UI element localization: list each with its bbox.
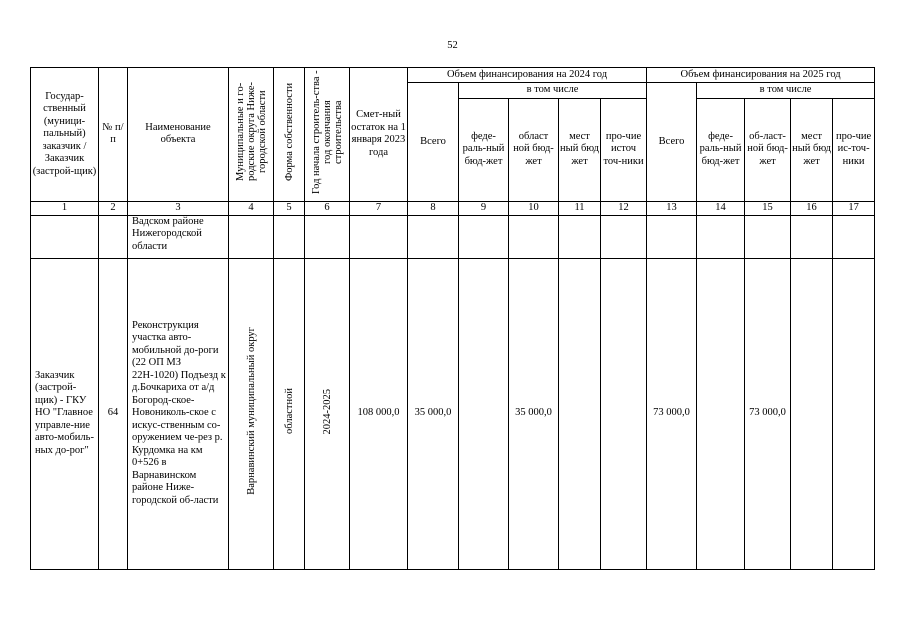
column-number: 2 bbox=[99, 201, 128, 215]
header-other-2025: про-чие ис-точ-ники bbox=[833, 98, 875, 201]
column-number-row bbox=[31, 201, 875, 215]
header-local-2024: мест ный бюд жет bbox=[559, 98, 601, 201]
header-funding-2025: Объем финансирования на 2025 год bbox=[647, 68, 875, 83]
header-local-2025: мест ный бюд жет bbox=[791, 98, 833, 201]
table-row bbox=[31, 215, 875, 258]
page-number: 52 bbox=[447, 40, 458, 51]
header-num: № п/п bbox=[99, 68, 128, 202]
header-customer: Государ-ственный (муници-пальный) заказчик / Заказчик (застрой-щик) bbox=[31, 68, 99, 202]
years-cell bbox=[305, 258, 350, 569]
column-number: 8 bbox=[408, 201, 459, 215]
regional-2024-cell: 35 000,0 bbox=[509, 258, 559, 569]
federal-2025-cell bbox=[697, 258, 745, 569]
remaining-cell: 108 000,0 bbox=[350, 258, 408, 569]
municipality-text: Варнавинский муниципальный округ bbox=[245, 327, 257, 496]
column-number: 7 bbox=[350, 201, 408, 215]
total-2025-cell: 73 000,0 bbox=[647, 258, 697, 569]
investment-program-table bbox=[30, 67, 875, 570]
regional-2025-cell: 73 000,0 bbox=[745, 258, 791, 569]
header-including-2024: в том числе bbox=[459, 83, 647, 99]
column-number: 17 bbox=[833, 201, 875, 215]
header-ownership-text: Форма собственности bbox=[283, 82, 295, 182]
column-number: 5 bbox=[274, 201, 305, 215]
municipality-cell bbox=[229, 258, 274, 569]
header-row bbox=[31, 68, 875, 83]
local-2025-cell bbox=[791, 258, 833, 569]
header-federal-2024: феде-раль-ный бюд-жет bbox=[459, 98, 509, 201]
column-number: 9 bbox=[459, 201, 509, 215]
local-2024-cell bbox=[559, 258, 601, 569]
other-2024-cell bbox=[601, 258, 647, 569]
header-municipality-text: Муниципальные и го-родские округа Ниже-городской области bbox=[234, 82, 268, 182]
column-number: 16 bbox=[791, 201, 833, 215]
header-regional-2025: об-ласт-ной бюд-жет bbox=[745, 98, 791, 201]
column-number: 10 bbox=[509, 201, 559, 215]
column-number: 11 bbox=[559, 201, 601, 215]
ownership-cell bbox=[274, 258, 305, 569]
continuation-object-name: Вадском районе Нижегородской области bbox=[128, 215, 229, 258]
header-including-2025: в том числе bbox=[697, 83, 875, 99]
column-number: 4 bbox=[229, 201, 274, 215]
ownership-text: областной bbox=[283, 388, 295, 435]
other-2025-cell bbox=[833, 258, 875, 569]
header-funding-2024: Объем финансирования на 2024 год bbox=[408, 68, 647, 83]
column-number: 6 bbox=[305, 201, 350, 215]
header-regional-2024: област ной бюд-жет bbox=[509, 98, 559, 201]
header-other-2024: про-чие источ точ-ники bbox=[601, 98, 647, 201]
header-years bbox=[305, 68, 350, 202]
header-municipality bbox=[229, 68, 274, 202]
header-federal-2025: феде-раль-ный бюд-жет bbox=[697, 98, 745, 201]
header-ownership bbox=[274, 68, 305, 202]
header-total-2024: Всего bbox=[408, 83, 459, 202]
header-remaining: Смет-ный остаток на 1 января 2023 года bbox=[350, 68, 408, 202]
column-number: 12 bbox=[601, 201, 647, 215]
column-number: 13 bbox=[647, 201, 697, 215]
total-2024-cell: 35 000,0 bbox=[408, 258, 459, 569]
table-row bbox=[31, 258, 875, 569]
federal-2024-cell bbox=[459, 258, 509, 569]
object-name-cell: Реконструкция участка авто-мобильной до-роги (22 ОП МЗ 22Н-1020) Подъезд к д.Бочкариха от а/д Богород-ское-Новониколь-ское с искус-ственным со-оружением че-рез р. Курдомка на км 0+526 в Варнавинском районе Ниже-городской об-ласти bbox=[128, 258, 229, 569]
column-number: 15 bbox=[745, 201, 791, 215]
header-object-name: Наименование объекта bbox=[128, 68, 229, 202]
header-years-text: Год начала строитель-ства - год окончания строительства bbox=[310, 70, 344, 194]
column-number: 1 bbox=[31, 201, 99, 215]
customer-cell: Заказчик (застрой-щик) - ГКУ НО "Главное управле-ние авто-мобиль-ных до-рог" bbox=[31, 258, 99, 569]
column-number: 3 bbox=[128, 201, 229, 215]
years-text: 2024-2025 bbox=[321, 388, 333, 434]
column-number: 14 bbox=[697, 201, 745, 215]
header-total-2025: Всего bbox=[647, 83, 697, 202]
row-number-cell: 64 bbox=[99, 258, 128, 569]
